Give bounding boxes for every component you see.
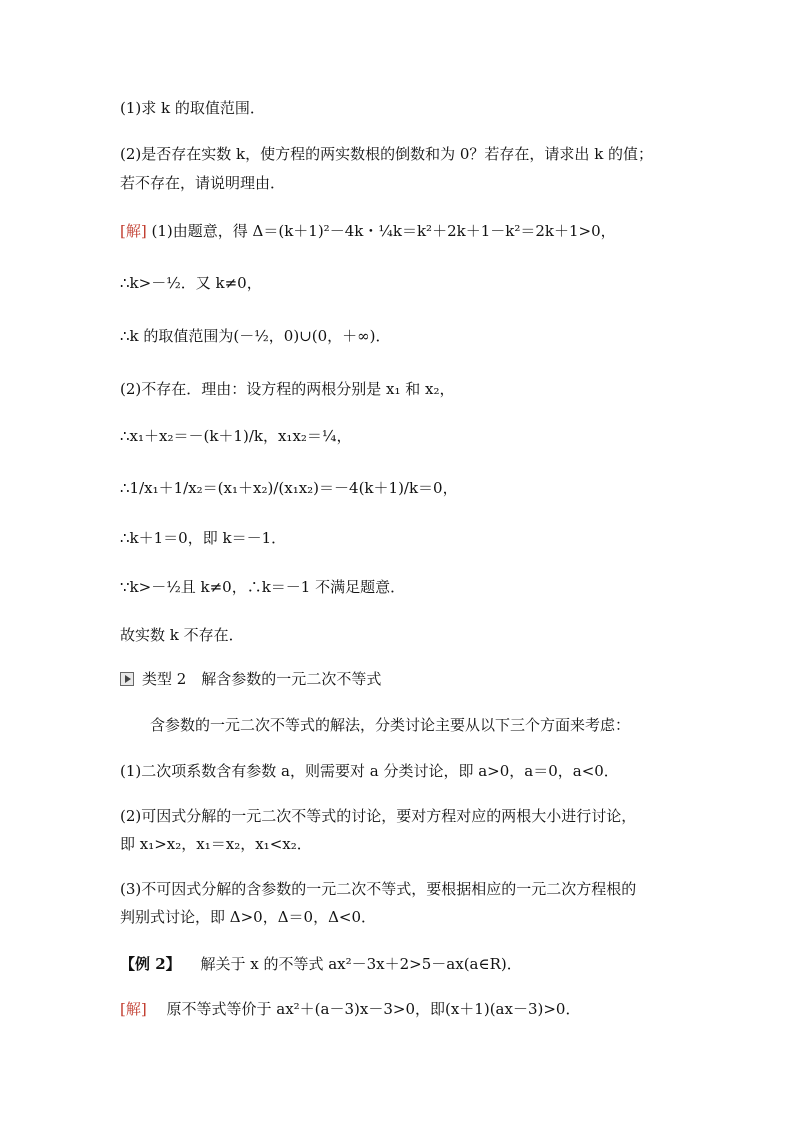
derivation-line-5: ∴1/x₁＋1/x₂＝(x₁＋x₂)/(x₁x₂)＝－4(k＋1)/k＝0， [120, 479, 458, 497]
derivation-line-7: ∵k>－½且 k≠0，∴k＝－1 不满足题意． [120, 578, 406, 596]
derivation-line-3: (2)不存在．理由：设方程的两根分别是 x₁ 和 x₂， [120, 380, 455, 398]
derivation-line-1: ∴k>－½．又 k≠0， [120, 274, 262, 292]
question-part-2-line1: (2)是否存在实数 k，使方程的两实数根的倒数和为 0？若存在，请求出 k 的值； [120, 145, 654, 163]
section-heading [120, 668, 381, 690]
play-triangle-icon [120, 672, 134, 686]
section-heading-text: 类型 2 解含参数的一元二次不等式 [142, 670, 382, 688]
derivation-line-4: ∴x₁＋x₂＝－(k＋1)/k，x₁x₂＝¼， [120, 427, 352, 445]
example-line [120, 953, 522, 975]
question-part-1: (1)求 k 的取值范围． [120, 99, 265, 117]
derivation-conclusion: 故实数 k 不存在． [120, 626, 244, 644]
solution-2-text: 原不等式等价于 ax²＋(a－3)x－3>0，即(x＋1)(ax－3)>0． [151, 1000, 581, 1018]
point-1: (1)二次项系数含有参数 a，则需要对 a 分类讨论，即 a>0，a＝0，a<0． [120, 762, 619, 780]
solution-text: (1)由题意，得 Δ＝(k＋1)²－4k・¼k＝k²＋2k＋1－k²＝2k＋1>0， [151, 222, 616, 240]
point-3-line1: (3)不可因式分解的含参数的一元二次不等式，要根据相应的一元二次方程根的 [120, 880, 637, 898]
solution-2-tag: [解] [120, 1000, 147, 1018]
derivation-line-6: ∴k＋1＝0，即 k＝－1． [120, 529, 287, 547]
example-text: 解关于 x 的不等式 ax²－3x＋2>5－ax(a∈R)． [185, 955, 522, 973]
solution-line [120, 220, 616, 242]
question-part-2-line2: 若不存在，请说明理由． [120, 174, 286, 192]
point-2-line2: 即 x₁>x₂，x₁＝x₂，x₁<x₂． [120, 835, 312, 853]
solution-tag: [解] [120, 222, 147, 240]
example-tag: 【例 2】 [120, 955, 181, 973]
solution-2-line [120, 998, 580, 1020]
point-2-line1: (2)可因式分解的一元二次不等式的讨论，要对方程对应的两根大小进行讨论， [120, 807, 637, 825]
derivation-line-2: ∴k 的取值范围为(－½，0)∪(0，＋∞)． [120, 327, 391, 345]
intro-paragraph: 含参数的一元二次不等式的解法，分类讨论主要从以下三个方面来考虑： [150, 716, 631, 734]
point-3-line2: 判别式讨论，即 Δ>0，Δ＝0，Δ<0． [120, 908, 377, 926]
